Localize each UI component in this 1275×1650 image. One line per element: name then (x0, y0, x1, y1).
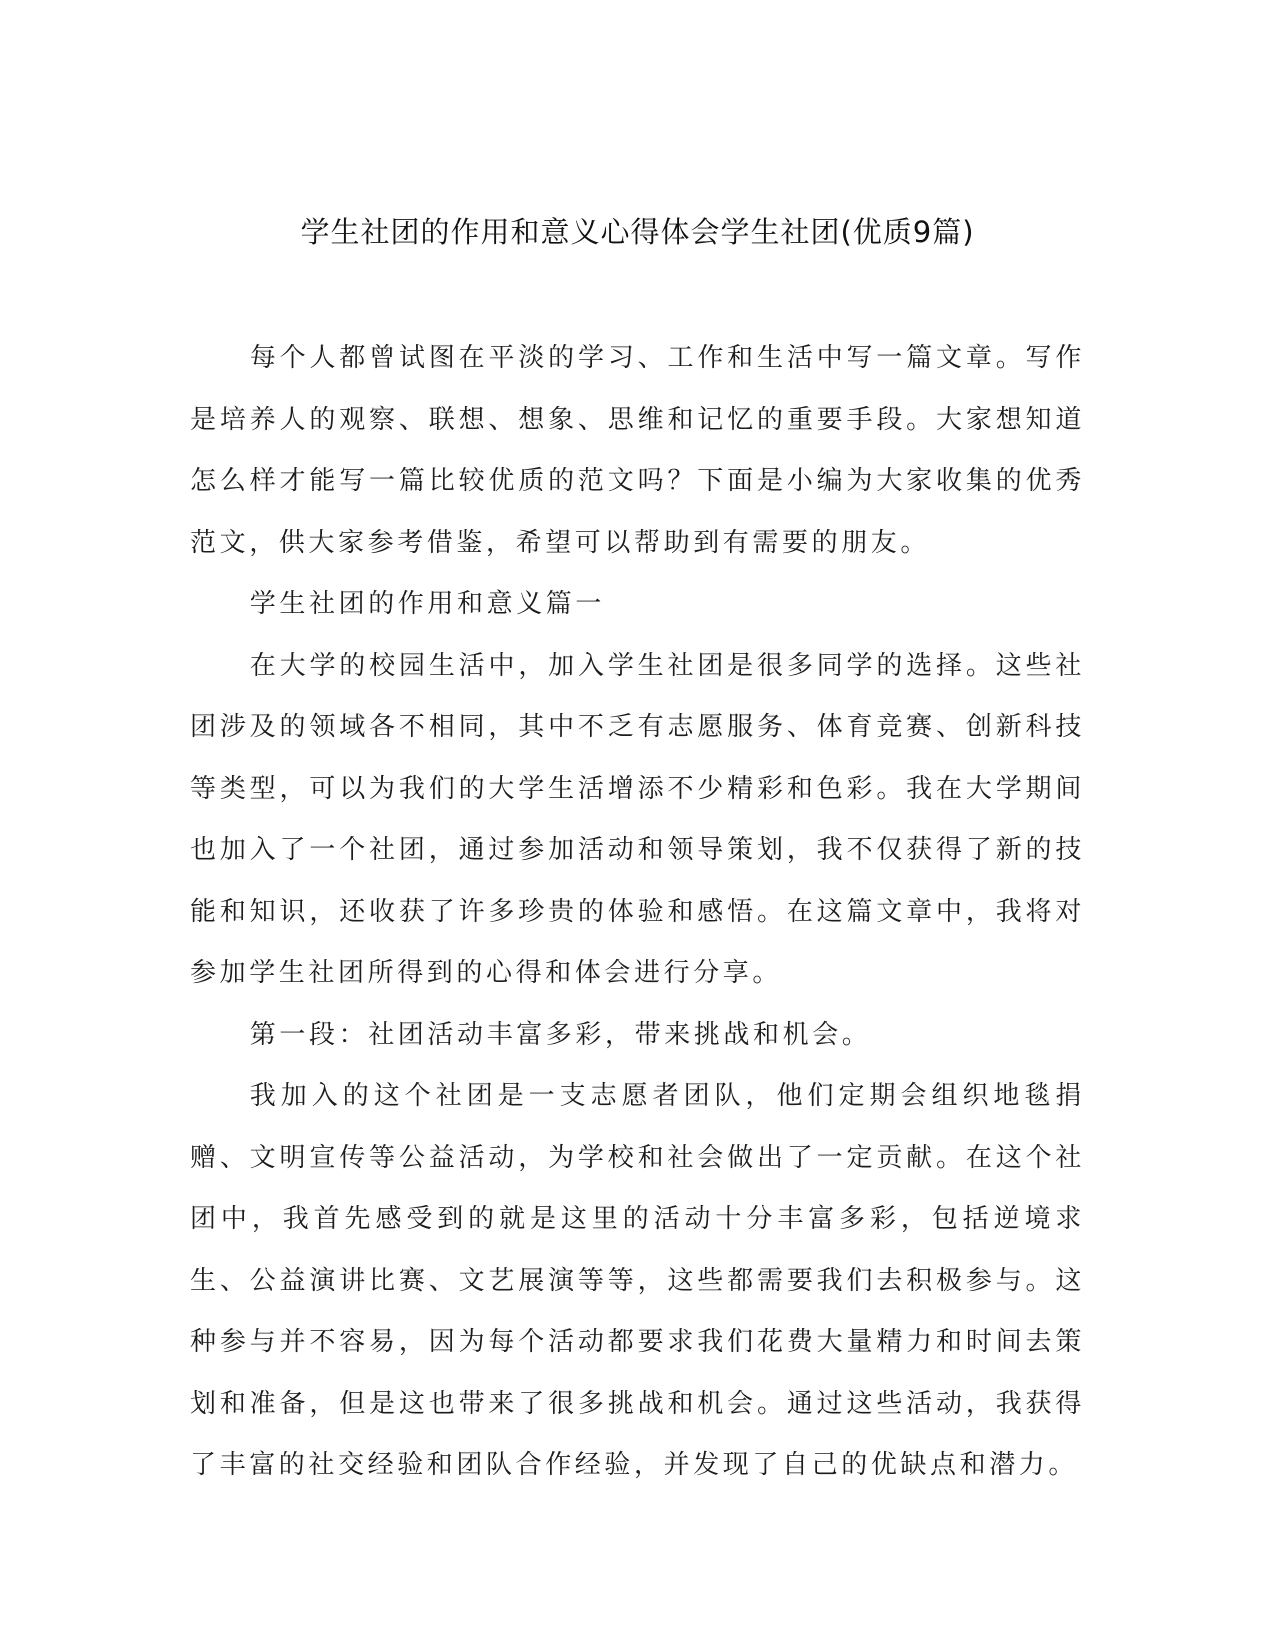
body-paragraph: 我加入的这个社团是一支志愿者团队，他们定期会组织地毯捐赠、文明宣传等公益活动，为学校和社会做出了一定贡献。在这个社团中，我首先感受到的就是这里的活动十分丰富多彩，包括逆境求生、公益演讲比赛、文艺展演等等，这些都需要我们去积极参与。这种参与并不容易，因为每个活动都要求我们花费大量精力和时间去策划和准备，但是这也带来了很多挑战和机会。通过这些活动，我获得了丰富的社交经验和团队合作经验，并发现了自己的优缺点和潜力。 (190, 1081, 1085, 1480)
document-body (190, 328, 1085, 1497)
intro-paragraph: 每个人都曾试图在平淡的学习、工作和生活中写一篇文章。写作是培养人的观察、联想、想象、思维和记忆的重要手段。大家想知道怎么样才能写一篇比较优质的范文吗？下面是小编为大家收集的优秀范文，供大家参考借鉴，希望可以帮助到有需要的朋友。 (190, 343, 1085, 558)
section-heading: 学生社团的作用和意义篇一 (249, 589, 605, 619)
document-title: 学生社团的作用和意义心得体会学生社团(优质9篇) (300, 215, 975, 249)
subsection-heading: 第一段：社团活动丰富多彩，带来挑战和机会。 (249, 1019, 872, 1050)
body-paragraph: 在大学的校园生活中，加入学生社团是很多同学的选择。这些社团涉及的领域各不相同，其中不乏有志愿服务、体育竞赛、创新科技等类型，可以为我们的大学生活增添不少精彩和色彩。我在大学期间也加入了一个社团，通过参加活动和领导策划，我不仅获得了新的技能和知识，还收获了许多珍贵的体验和感悟。在这篇文章中，我将对参加学生社团所得到的心得和体会进行分享。 (190, 650, 1085, 988)
